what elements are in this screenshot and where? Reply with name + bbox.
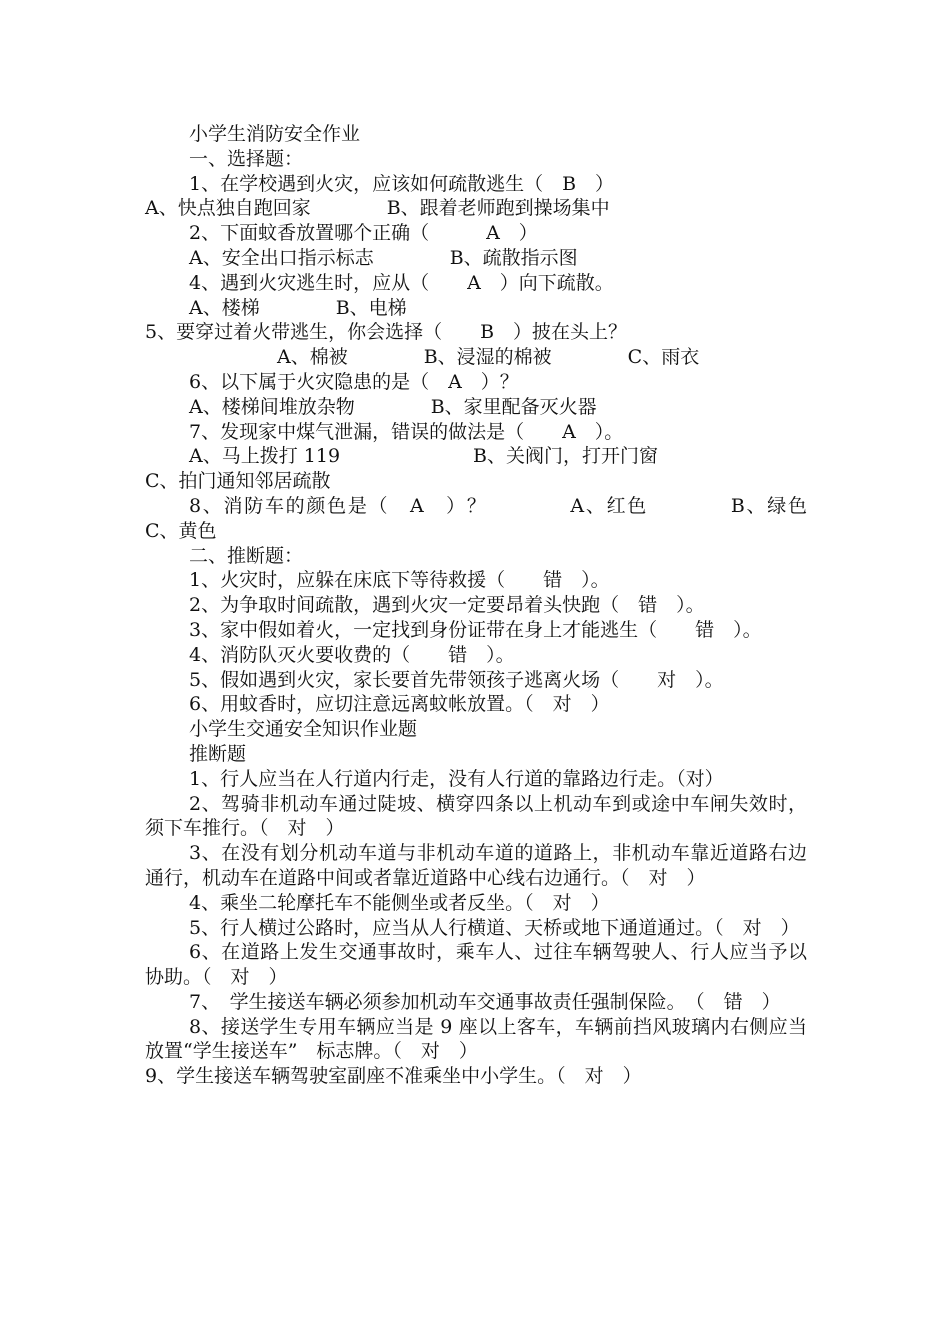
document-body — [145, 122, 903, 1089]
judgment-item: 1、行人应当在人行道内行走，没有人行道的靠路边行走。（对） — [189, 767, 724, 790]
section-title: 小学生交通安全知识作业题 — [189, 718, 418, 741]
options: A、马上拨打 119 B、关阀门，打开门窗 — [189, 445, 658, 468]
judgment-item: 7、 学生接送车辆必须参加机动车交通事故责任强制保险。 （ 错 ） — [189, 990, 781, 1013]
section-heading: 一、选择题： — [189, 147, 304, 170]
judgment-item: 2、驾骑非机动车通过陡坡、横穿四条以上机动车到或途中车闸失效时，须下车推行。（ 对 ） — [145, 792, 807, 840]
judgment-item: 6、在道路上发生交通事故时，乘车人、过往车辆驾驶人、行人应当予以协助。（ 对 ） — [145, 941, 807, 989]
judgment-item: 2、为争取时间疏散，遇到火灾一定要昂着头快跑（ 错 ）。 — [189, 594, 705, 617]
judgment-item: 5、行人横过公路时，应当从人行横道、天桥或地下通道通过。（ 对 ） — [189, 916, 800, 939]
question: 4、遇到火灾逃生时，应从（ A ）向下疏散。 — [189, 271, 614, 294]
question-with-options: 8、消防车的颜色是（ A ）？ A、红色 B、绿色 C、黄色 — [145, 494, 903, 542]
question: 6、以下属于火灾隐患的是（ A ）？ — [189, 370, 519, 393]
options: A、棉被 B、浸湿的棉被 C、雨衣 — [277, 346, 700, 369]
page-title: 小学生消防安全作业 — [189, 123, 361, 145]
section-heading: 推断题 — [189, 742, 247, 765]
judgment-item: 5、假如遇到火灾，家长要首先带领孩子逃离火场（ 对 ）。 — [189, 668, 724, 691]
judgment-item: 4、消防队灭火要收费的（ 错 ）。 — [189, 643, 515, 666]
judgment-item: 3、家中假如着火，一定找到身份证带在身上才能逃生（ 错 ）。 — [189, 618, 762, 641]
judgment-item: 3、在没有划分机动车道与非机动车道的道路上，非机动车靠近道路右边通行，机动车在道路中间或者靠近道路中心线右边通行。（ 对 ） — [145, 842, 807, 889]
judgment-item: 6、用蚊香时，应切注意远离蚊帐放置。（ 对 ） — [189, 693, 610, 716]
options: A、安全出口指示标志 B、疏散指示图 — [189, 246, 578, 269]
question: 2、下面蚊香放置哪个正确（ A ） — [189, 222, 538, 245]
options: A、快点独自跑回家 B、跟着老师跑到操场集中 — [145, 197, 610, 220]
options: A、楼梯 B、电梯 — [189, 296, 407, 319]
options: C、拍门通知邻居疏散 — [145, 470, 331, 493]
judgment-item: 1、火灾时，应躲在床底下等待救援（ 错 ）。 — [189, 569, 610, 592]
question: 7、发现家中煤气泄漏，错误的做法是（ A ）。 — [189, 420, 624, 443]
judgment-item: 4、乘坐二轮摩托车不能侧坐或者反坐。（ 对 ） — [189, 891, 610, 914]
options: A、楼梯间堆放杂物 B、家里配备灭火器 — [189, 395, 597, 418]
judgment-item: 8、接送学生专用车辆应当是 9 座以上客车，车辆前挡风玻璃内右侧应当放置“学生接送车” 标志牌。（ 对 ） — [145, 1015, 807, 1063]
judgment-item: 9、学生接送车辆驾驶室副座不准乘坐中小学生。（ 对 ） — [145, 1065, 642, 1088]
section-heading: 二、推断题： — [189, 544, 304, 567]
question: 5、要穿过着火带逃生，你会选择（ B ）披在头上？ — [145, 321, 628, 344]
question: 1、在学校遇到火灾，应该如何疏散逃生（ B ） — [189, 172, 615, 195]
